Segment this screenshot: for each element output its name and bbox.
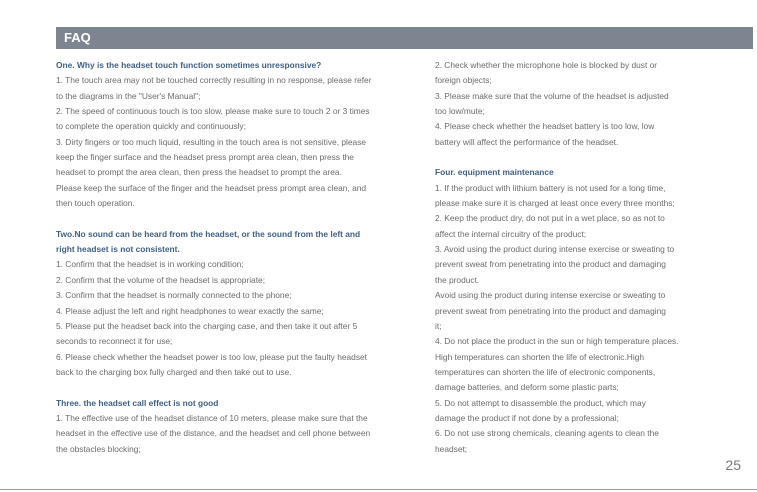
text-line: then touch operation. — [56, 198, 135, 209]
text-line: 1. The touch area may not be touched correctly resulting in no response, please refer — [56, 75, 372, 86]
left-column — [56, 58, 416, 457]
text-line: affect the internal circuitry of the product; — [435, 228, 587, 239]
section-one-body — [56, 73, 416, 211]
text-line: 3. Avoid using the product during intense exercise or sweating to — [435, 244, 675, 255]
text-line: High temperatures can shorten the life of electronic.High — [435, 351, 645, 362]
text-line: seconds to reconnect it for use; — [56, 336, 173, 347]
section-four-body — [435, 181, 753, 457]
text-line: 2. Keep the product dry, do not put in a wet place, so as not to — [435, 213, 665, 224]
text-line: too low/mute; — [435, 106, 485, 117]
section-title-two-cont: right headset is not consistent. — [56, 244, 180, 255]
section-title-two: Two.No sound can be heard from the headset, or the sound from the left and — [56, 228, 361, 239]
text-line: damage batteries, and deform some plastic parts; — [435, 382, 619, 393]
text-line: 3. Please make sure that the volume of the headset is adjusted — [435, 90, 669, 101]
section-three-continued — [435, 58, 753, 150]
text-line: 5. Do not attempt to disassemble the product, which may — [435, 397, 646, 408]
text-line: please make sure it is charged at least once every three months; — [435, 198, 675, 209]
text-line: 2. Confirm that the volume of the headset is appropriate; — [56, 274, 266, 285]
section-title-three: Three. the headset call effect is not good — [56, 397, 219, 408]
text-line: headset in the effective use of the distance, and the headset and cell phone between — [56, 428, 371, 439]
text-line: it; — [435, 320, 442, 331]
text-line: 4. Please adjust the left and right headphones to wear exactly the same; — [56, 305, 324, 316]
text-line: foreign objects; — [435, 75, 492, 86]
text-line: the obstacles blocking; — [56, 443, 141, 454]
text-line: 2. Check whether the microphone hole is blocked by dust or — [435, 60, 658, 70]
text-line: 6. Please check whether the headset power is too low, please put the faulty headset — [56, 351, 368, 362]
text-line: keep the finger surface and the headset press prompt area clean, then press the — [56, 152, 354, 163]
text-line: temperatures can shorten the life of electronic components, — [435, 366, 656, 377]
text-line: headset to prompt the area clean, then press the headset to prompt the area. — [56, 167, 342, 178]
section-title-four: Four. equipment maintenance — [435, 167, 554, 178]
text-line: 2. The speed of continuous touch is too slow, please make sure to touch 2 or 3 times — [56, 106, 370, 117]
text-line: headset; — [435, 443, 468, 454]
text-line: 5. Please put the headset back into the charging case, and then take it out after 5 — [56, 320, 358, 331]
text-line: the product. — [435, 274, 480, 285]
text-line: 3. Dirty fingers or too much liquid, resulting in the touch area is not sensitive, please — [56, 136, 367, 147]
section-title-one: One. Why is the headset touch function sometimes unresponsive? — [56, 60, 322, 70]
section-three-body — [56, 411, 416, 457]
text-line: prevent sweat from penetrating into the product and damaging — [435, 259, 666, 270]
text-line: 1. If the product with lithium battery is not used for a long time, — [435, 182, 666, 193]
text-line: 3. Confirm that the headset is normally connected to the phone; — [56, 290, 292, 301]
section-two-body — [56, 257, 416, 380]
text-line: damage the product if not done by a professional; — [435, 412, 619, 423]
bottom-divider — [0, 489, 757, 490]
text-line: Please keep the surface of the finger and the headset press prompt area clean, and — [56, 182, 367, 193]
text-line: battery will affect the performance of the headset. — [435, 136, 619, 147]
text-line: 4. Do not place the product in the sun or high temperature places. — [435, 336, 679, 347]
text-line: 1. Confirm that the headset is in working condition; — [56, 259, 244, 270]
page-title: FAQ — [64, 30, 91, 45]
text-line: to complete the operation quickly and continuously; — [56, 121, 246, 132]
faq-header-bar — [56, 27, 753, 49]
text-line: back to the charging box fully charged and then take out to use. — [56, 366, 292, 377]
text-line: to the diagrams in the "User's Manual"; — [56, 90, 201, 101]
page-number: 25 — [725, 457, 741, 473]
text-line: prevent sweat from penetrating into the product and damaging — [435, 305, 666, 316]
text-line: 6. Do not use strong chemicals, cleaning agents to clean the — [435, 428, 659, 439]
right-column — [435, 58, 753, 457]
text-line: Avoid using the product during intense exercise or sweating to — [435, 290, 666, 301]
text-line: 4. Please check whether the headset battery is too low, low — [435, 121, 655, 132]
text-line: 1. The effective use of the headset distance of 10 meters, please make sure that the — [56, 412, 368, 423]
